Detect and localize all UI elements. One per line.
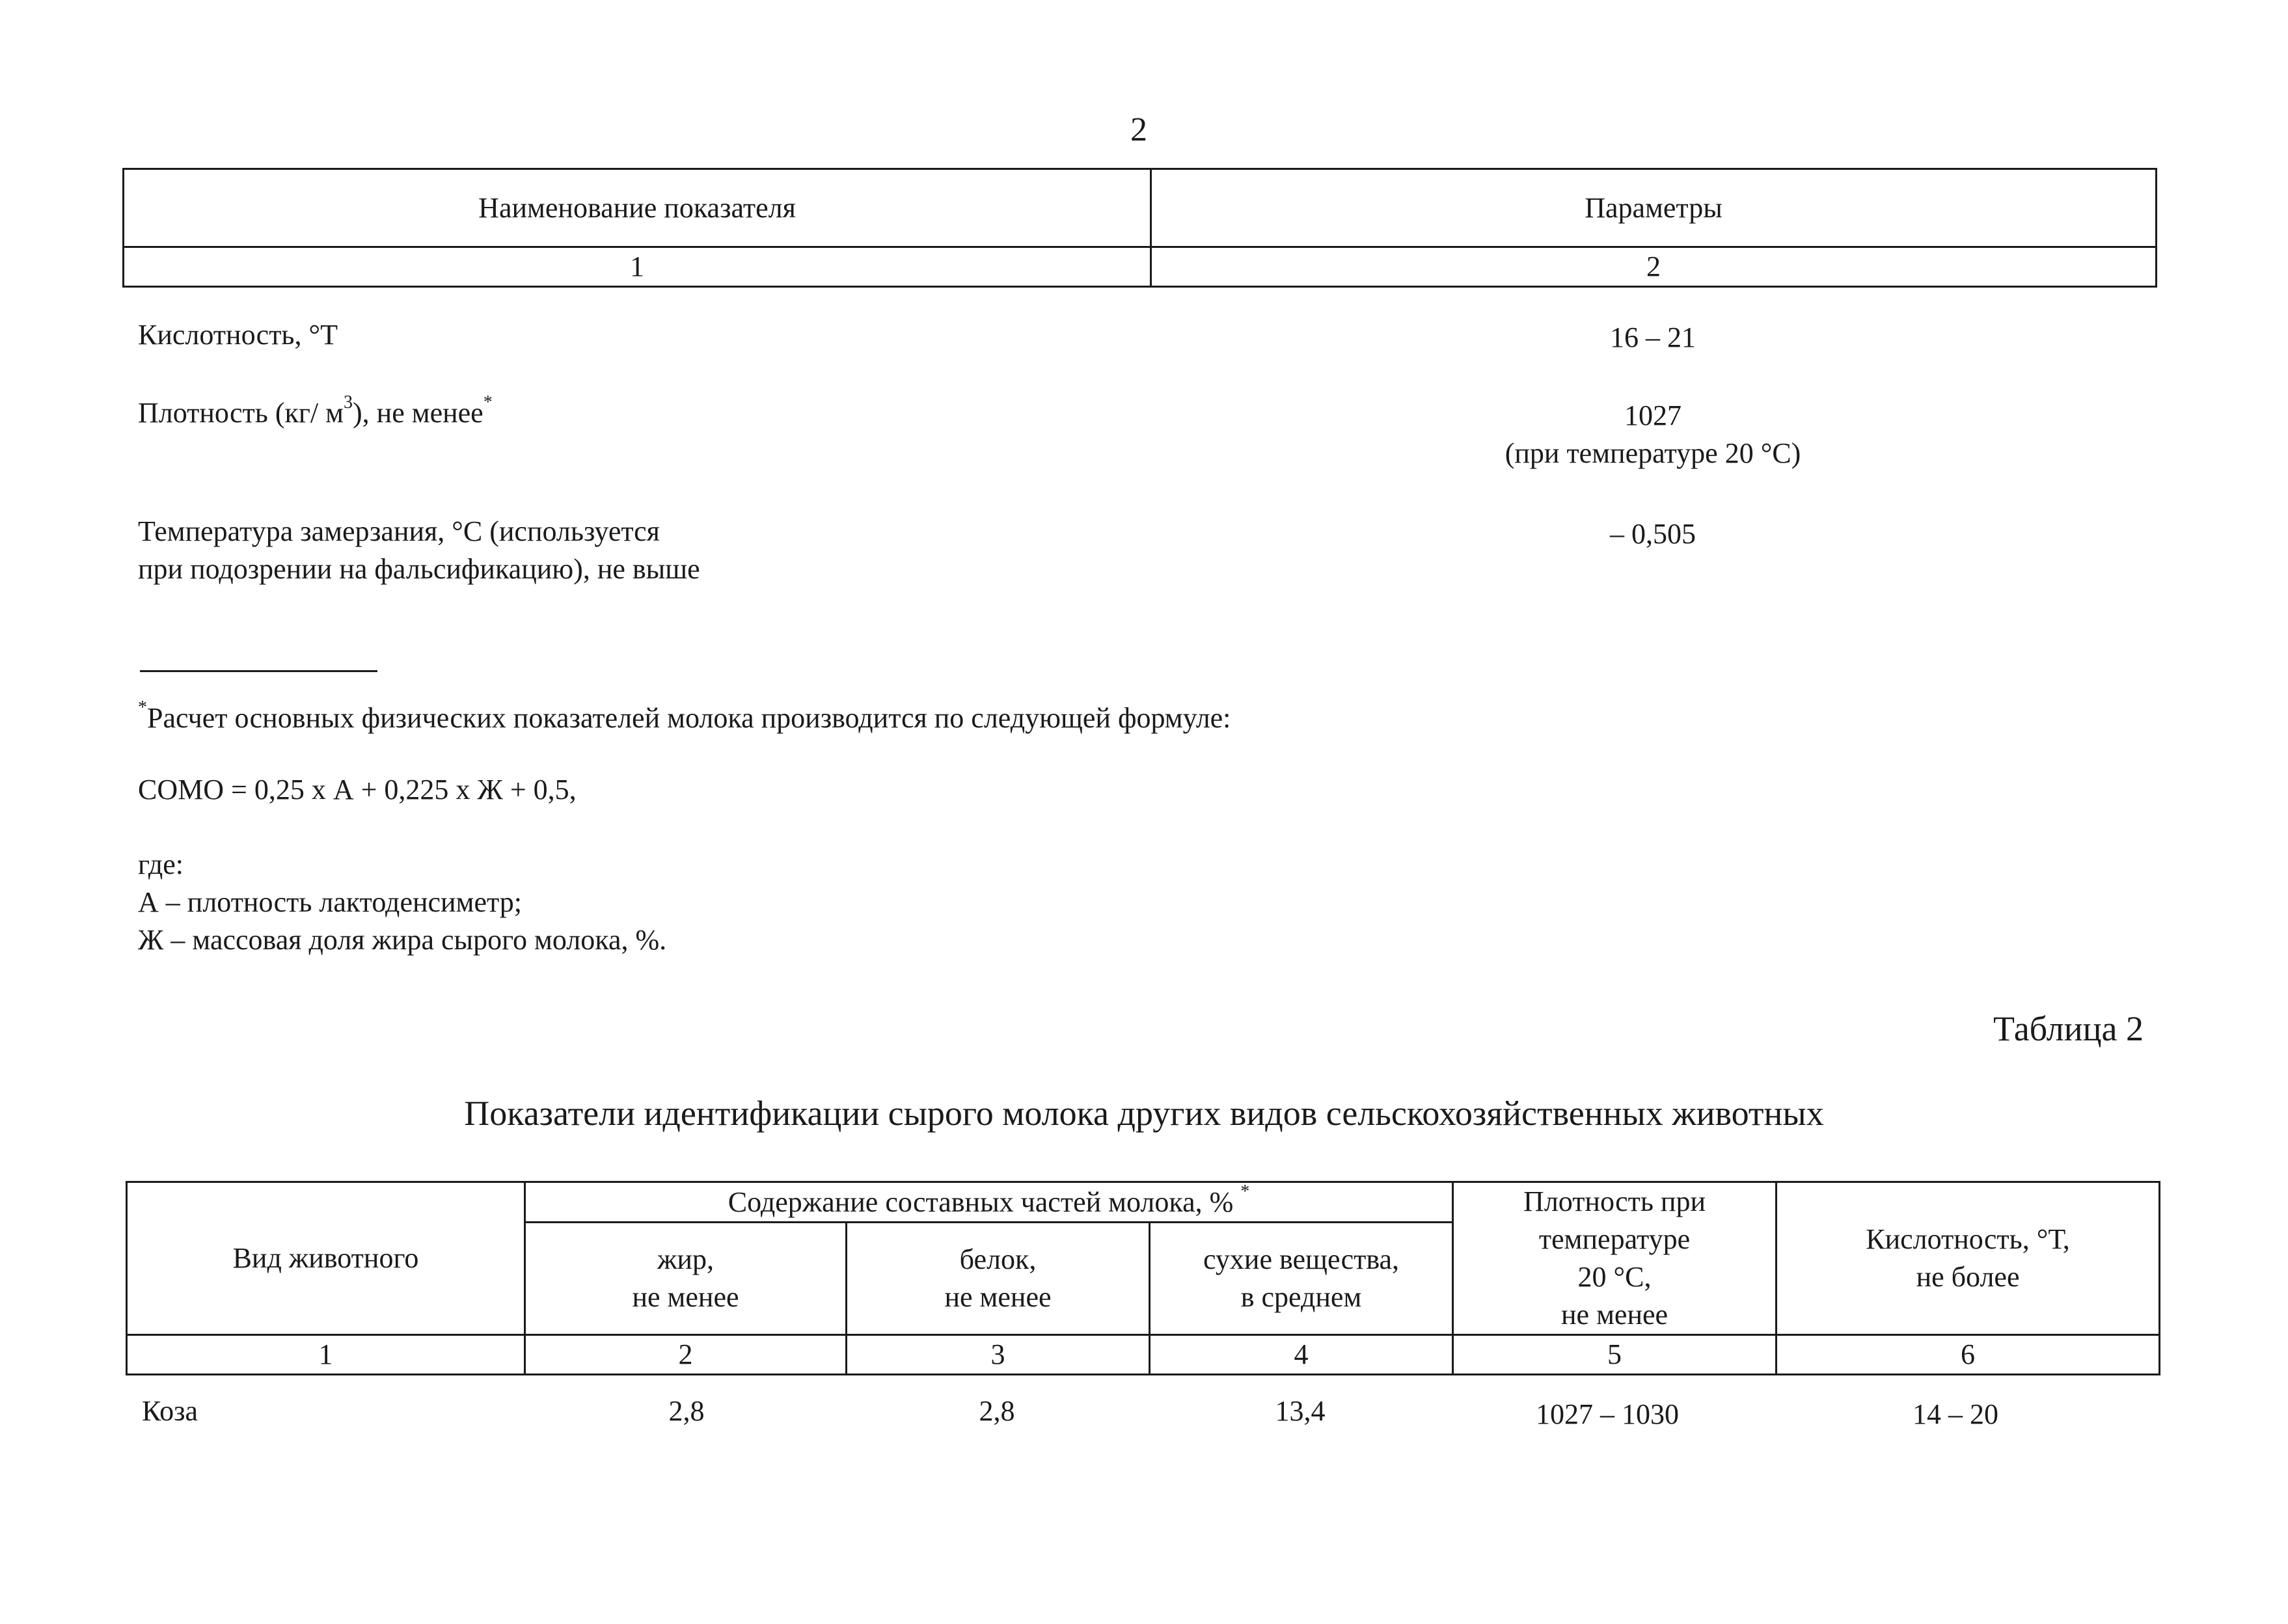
page-number: 2: [1130, 111, 1147, 148]
column-header-acidity: Кислотность, °Т, не более: [1777, 1182, 2160, 1335]
column-header-composition: Содержание составных частей молока, % *: [525, 1182, 1453, 1223]
column-number: 5: [1453, 1335, 1777, 1375]
footnote-def-a: А – плотность лактоденсиметр;: [138, 886, 522, 918]
row-animal: Коза: [142, 1395, 198, 1427]
column-header-solids: сухие вещества, в среднем: [1150, 1223, 1453, 1335]
row-density-name: Плотность (кг/ $м^3$), не менее*: [138, 392, 493, 429]
footnote-def-zh: Ж – массовая доля жира сырого молока, %.: [138, 924, 667, 956]
row-acidity: 14 – 20: [1913, 1398, 1998, 1430]
column-number: 3: [847, 1335, 1150, 1375]
row-density-value-2: (при температуре 20 °С): [1505, 437, 1801, 469]
column-number: 2: [1151, 247, 2157, 287]
column-number: 6: [1777, 1335, 2160, 1375]
column-header-protein: белок, не менее: [847, 1223, 1150, 1335]
column-number: 2: [525, 1335, 847, 1375]
row-density-value-1: 1027: [1624, 399, 1682, 431]
column-number: 1: [127, 1335, 525, 1375]
row-freezing-name-2: при подозрении на фальсификацию), не выше: [138, 553, 700, 585]
indicators-table-header: [122, 168, 2157, 288]
column-header-animal: Вид животного: [127, 1182, 525, 1335]
row-acidity-name: Кислотность, °Т: [138, 319, 338, 351]
column-header-density: Плотность при температуре 20 °С, не менее: [1453, 1182, 1777, 1335]
table-title: Показатели идентификации сырого молока других видов сельскохозяйственных животных: [464, 1094, 1824, 1133]
column-header-fat: жир, не менее: [525, 1223, 847, 1335]
row-freezing-name-1: Температура замерзания, °С (используется: [138, 515, 660, 547]
table-label: Таблица 2: [1993, 1009, 2144, 1048]
footnote-text: *Расчет основных физических показателей молока производится по следующей формуле:: [138, 697, 1231, 734]
row-protein: 2,8: [979, 1395, 1015, 1427]
footnote-rule: [140, 670, 377, 672]
row-fat: 2,8: [668, 1395, 705, 1427]
row-acidity-value: 16 – 21: [1610, 321, 1696, 353]
row-density: 1027 – 1030: [1536, 1398, 1679, 1430]
column-number: 1: [124, 247, 1151, 287]
row-freezing-value: – 0,505: [1610, 518, 1696, 550]
row-solids: 13,4: [1275, 1395, 1326, 1427]
goat-milk-table: [126, 1181, 2160, 1375]
footnote-formula: СОМО = 0,25 х А + 0,225 х Ж + 0,5,: [138, 774, 577, 805]
footnote-where: где:: [138, 848, 184, 880]
column-header-indicator: Наименование показателя: [124, 169, 1151, 247]
column-header-parameters: Параметры: [1151, 169, 2157, 247]
column-number: 4: [1150, 1335, 1453, 1375]
